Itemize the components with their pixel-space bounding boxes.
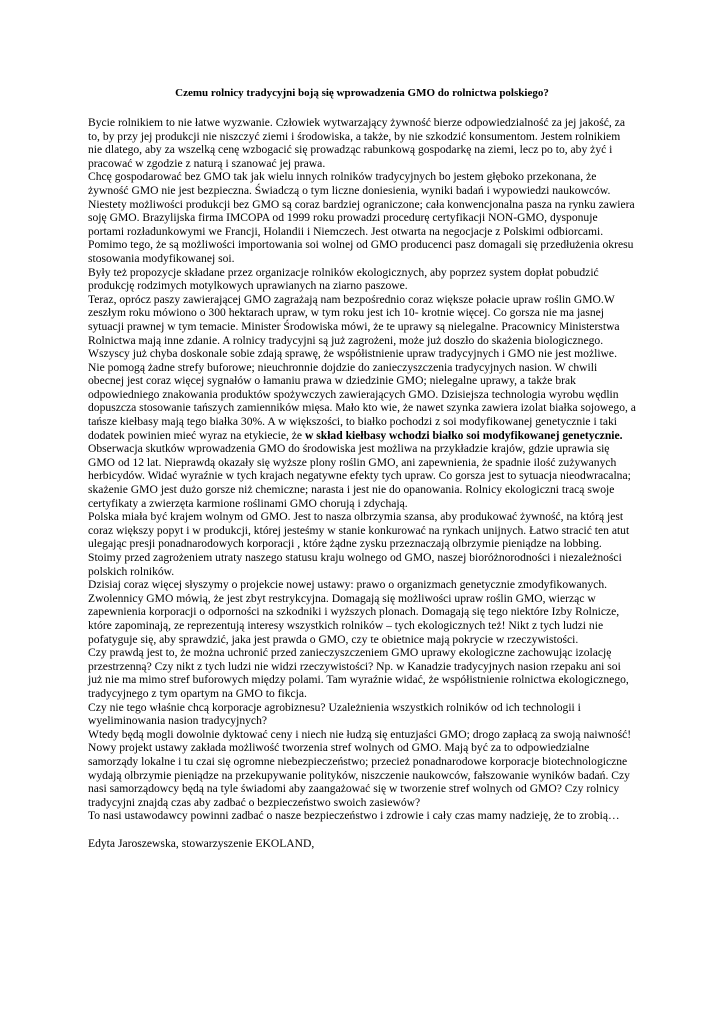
paragraph-6: Polska miała być krajem wolnym od GMO. Jest to nasza olbrzymia szansa, aby produkować żywność, na którą jest coraz większy popyt i w produkcji, której jesteśmy w stanie konkurować na rynkach unijnych. Łatwo stracić ten atut ulegając presji ponadnarodowych korporacji , które żądne zysku przeznaczają olbrzymie pieniądze na lobbing.	[88, 510, 630, 551]
paragraph-11: Wtedy będą mogli dowolnie dyktować ceny i niech nie łudzą się entuzjaści GMO; drogo zapłacą za swoją naiwność! Nowy projekt ustawy zakłada możliwość tworzenia stref wolnych od GMO. Mają być za to odpowiedzialne samorządy lokalne i tu czai się ogromne niebezpieczeństwo; przecież ponadnarodowe korporacje biotechnologiczne wydają olbrzymie pieniądze na przekupywanie polityków, niszczenie naukowców, fałszowanie wyników badań. Czy nasi samorządowcy będą na tyle świadomi aby zaangażować się w tworzenie stref wolnych od GMO? Czy rolnicy tradycyjni znajdą czas aby zadbać o bezpieczeństwo swoich zasiewów?	[88, 727, 632, 809]
document-page	[88, 86, 636, 850]
paragraph-4-bold-text: w skład kiełbasy wchodzi białko soi modyfikowanej genetycznie.	[304, 428, 623, 442]
paragraph-4	[88, 293, 636, 443]
paragraph-5: Obserwacja skutków wprowadzenia GMO do środowiska jest możliwa na przykładzie krajów, gdzie uprawia się GMO od 12 lat. Nieprawdą okazały się wyższe plony roślin GMO, ani zapewnienia, że spadnie ilość zużywanych herbicydów. Widać wyraźnie w tych krajach negatywne efekty tych upraw. Co gorsza jest to sytuacja nieodwracalna; skażenie GMO jest dużo gorsze niż chemiczne; narasta i jest nie do opanowania. Rolnicy ekologiczni tracą swoje certyfikaty a zwierzęta karmione roślinami GMO chorują i zdychają.	[88, 442, 631, 510]
document-title: Czemu rolnicy tradycyjni boją się wprowadzenia GMO do rolnictwa polskiego?	[175, 87, 549, 99]
paragraph-1: Bycie rolnikiem to nie łatwe wyzwanie. Człowiek wytwarzający żywność bierze odpowiedzialność za jej jakość, za to, by przy jej produkcji nie niszczyć ziemi i środowiska, a także, by nie szkodzić konsumentom. Jestem rolnikiem nie dlatego, aby za wszelką cenę wzbogacić się prowadząc rabunkową gospodarkę na ziemi, lecz po to, aby żyć i pracować w zgodzie z naturą i szanować jej prawa.	[88, 116, 625, 170]
paragraph-10: Czy nie tego właśnie chcą korporacje agrobiznesu? Uzależnienia wszystkich rolników od ich technologii i wyeliminowania nasion tradycyjnych?	[88, 700, 581, 728]
paragraph-3: Były też propozycje składane przez organizacje rolników ekologicznych, aby poprzez system dopłat pobudzić produkcję rodzimych motylkowych uprawianych na ziarno paszowe.	[88, 265, 599, 293]
paragraph-12: To nasi ustawodawcy powinni zadbać o nasze bezpieczeństwo i zdrowie i cały czas mamy nadzieję, że to zrobią…	[88, 809, 620, 823]
paragraph-7: Stoimy przed zagrożeniem utraty naszego statusu kraju wolnego od GMO, naszej bioróżnorodności i niezależności polskich rolników.	[88, 551, 622, 578]
spacer	[88, 823, 636, 837]
paragraph-4-text: Teraz, oprócz paszy zawierającej GMO zagrażają nam bezpośrednio coraz większe połacie upraw roślin GMO.W zeszłym roku mówiono o 300 hektarach upraw, w tym roku jest ich 10- krotnie więcej. Co gorsza nie ma jasnej sytuacji prawnej w tym temacie. Minister Środowiska mówi, że te uprawy są nielegalne. Pracownicy Ministerstwa Rolnictwa mają inne zdanie. A rolnicy tradycyjni są już zagrożeni, może już doszło do skażenia biologicznego. Wszyscy już chyba doskonale sobie zdają sprawę, że współistnienie upraw tradycyjnych i GMO nie jest możliwe. Nie pomogą żadne strefy buforowe; nieuchronnie dojdzie do zanieczyszczenia tradycyjnych nasion. W chwili obecnej jest coraz więcej sygnałów o łamaniu prawa w dziedzinie GMO; nielegalne uprawy, a także brak odpowiedniego znakowania produktów spożywczych zawierających GMO. Dzisiejsza technologia wyrobu wędlin dopuszcza stosowanie tańszych zamienników mięsa. Mało kto wie, że nawet szynka zawiera izolat białka sojowego, a tańsze kiełbasy mają tego białka 30%. A w większości, to białko pochodzi z soi modyfikowanej genetycznie i taki dodatek powinien mieć wyraz na etykiecie, że	[88, 292, 636, 442]
paragraph-9: Czy prawdą jest to, że można uchronić przed zanieczyszczeniem GMO uprawy ekologiczne zachowując izolację przestrzenną? Czy nikt z tych ludzi nie widzi rzeczywistości? Np. w Kanadzie tradycyjnych nasion rzepaku ani soi już nie ma mimo stref buforowych między polami. Tam wyraźnie widać, że współistnienie rolnictwa ekologicznego, tradycyjnego z tym opartym na GMO to fikcja.	[88, 646, 629, 700]
paragraph-8: Dzisiaj coraz więcej słyszymy o projekcie nowej ustawy: prawo o organizmach genetycznie zmodyfikowanych. Zwolennicy GMO mówią, że jest zbyt restrykcyjna. Domagają się możliwości upraw roślin GMO, wierząc w zapewnienia korporacji o odporności na szkodniki i wyższych plonach. Domagają się tego niektóre Izby Rolnicze, które zapominają, ze reprezentują interesy wszystkich rolników – tych ekologicznych też! Nikt z tych ludzi nie pofatyguje się, aby sprawdzić, jaka jest prawda o GMO, czy te obietnice mają pokrycie w rzeczywistości.	[88, 578, 620, 646]
paragraph-2: Chcę gospodarować bez GMO tak jak wielu innych rolników tradycyjnych bo jestem głęboko przekonana, że żywność GMO nie jest bezpieczna. Świadczą o tym liczne doniesienia, wyniki badań i wypowiedzi naukowców. Niestety możliwości produkcji bez GMO są coraz bardziej ograniczone; cała konwencjonalna pasza na rynku zawiera soję GMO. Brazylijska firma IMCOPA od 1999 roku prowadzi procedurę certyfikacji NON-GMO, dysponuje portami rozładunkowymi we Francji, Holandii i Niemczech. Jest otwarta na negocjacje z Polskimi odbiorcami. Pomimo tego, że są możliwości importowania soi wolnej od GMO producenci pasz domagali się przedłużenia okresu stosowania modyfikowanej soi.	[88, 170, 635, 265]
signature: Edyta Jaroszewska, stowarzyszenie EKOLAND,	[88, 836, 315, 850]
